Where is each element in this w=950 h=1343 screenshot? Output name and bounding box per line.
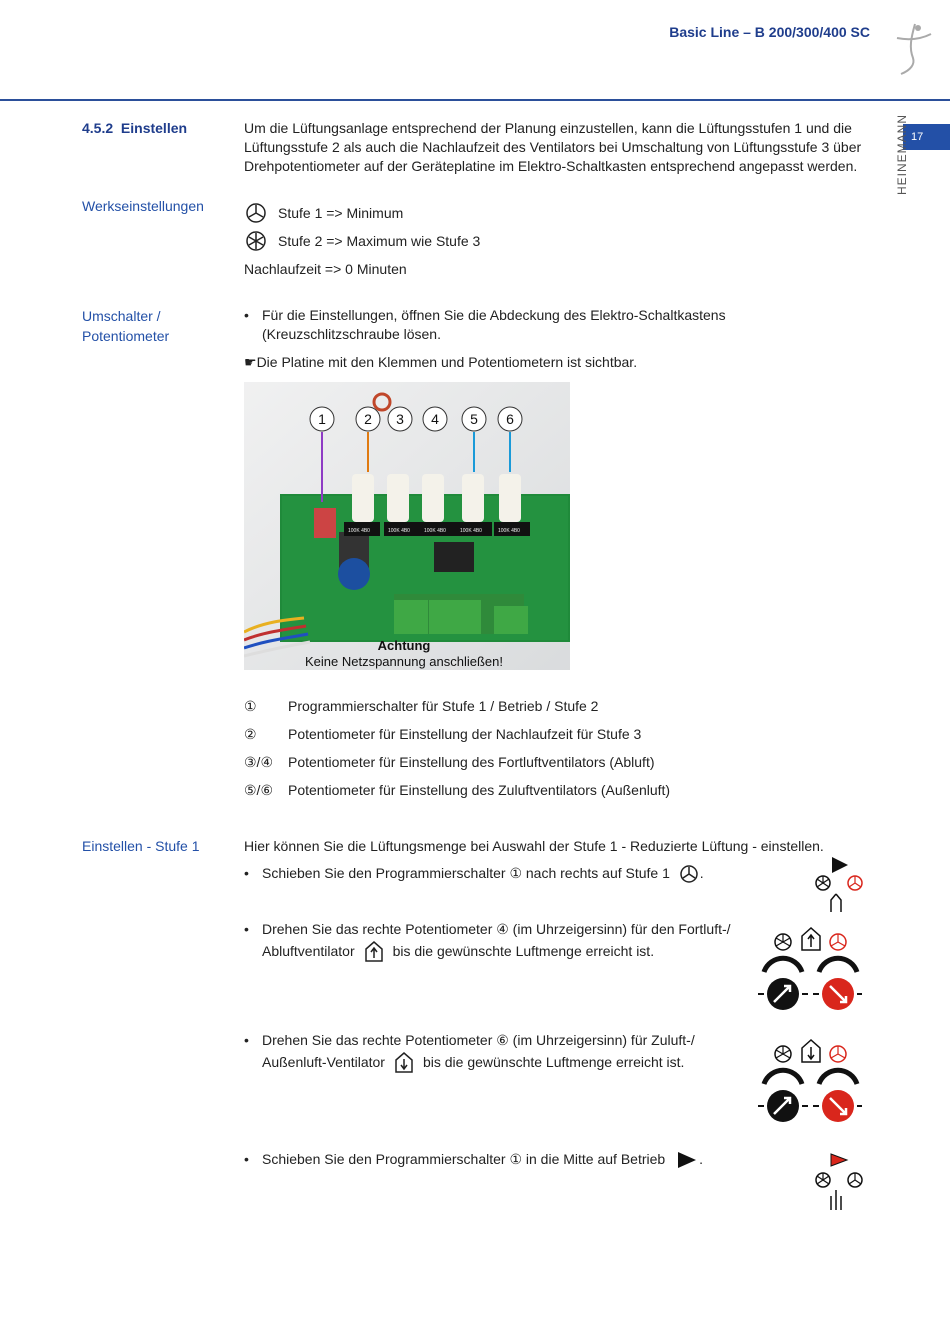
capacitor	[338, 558, 370, 590]
switch-stufe1-diagram	[805, 852, 867, 914]
svg-text:100K 4B0: 100K 4B0	[424, 528, 446, 534]
fan-low-icon	[678, 864, 700, 884]
svg-text:100K 4B0: 100K 4B0	[388, 528, 410, 534]
hand-pointer-icon: ☛	[244, 354, 257, 370]
setting-stufe2: Stufe 2 => Maximum wie Stufe 3	[244, 230, 480, 252]
stufe1-label: Einstellen - Stufe 1	[82, 838, 200, 854]
svg-text:2: 2	[364, 411, 372, 427]
legend-item-2: ② Potentiometer für Einstellung der Nachlaufzeit für Stufe 3	[244, 726, 642, 742]
werkseinstellungen-label: Werkseinstellungen	[82, 198, 204, 214]
page-number-tab: 17	[903, 124, 950, 150]
setting-stufe1: Stufe 1 => Minimum	[244, 202, 403, 224]
svg-text:3: 3	[396, 411, 404, 427]
bullet-pot-4: • Drehen Sie das rechte Potentiometer ④ (im Uhrzeigersinn) für den Fortluft-/ Abluftventilator bis die gewünschte Luftmenge erreicht ist.	[244, 920, 744, 963]
section-intro: Um die Lüftungsanlage entsprechend der Planung einzustellen, kann die Lüftungsstufen 1 und die Lüftungsstufe 2 als auch die Nachlaufzeit des Ventilators bei Umschaltung von Lüftungsstufe 3 über Drehpotentiometer auf der Geräteplatine im Elektro-Schaltkasten entsprechend angepasst werden.	[244, 120, 862, 174]
umschalter-label: Umschalter / Potentiometer	[82, 308, 170, 344]
svg-text:5: 5	[470, 411, 478, 427]
svg-text:4: 4	[431, 411, 439, 427]
svg-text:Achtung: Achtung	[377, 638, 431, 653]
header-rule	[0, 99, 950, 101]
legend-item-1: ① Programmierschalter für Stufe 1 / Betrieb / Stufe 2	[244, 698, 599, 714]
bullet-open-cover: • Für die Einstellungen, öffnen Sie die Abdeckung des Elektro-Schaltkastens (Kreuzschlitzschraube lösen.	[244, 306, 864, 344]
fan-low-icon	[244, 202, 268, 224]
document-title: Basic Line – B 200/300/400 SC	[669, 24, 870, 40]
circuit-board-photo	[244, 382, 570, 670]
svg-text:100K 4B0: 100K 4B0	[498, 528, 520, 534]
switch-betrieb-diagram	[805, 1148, 867, 1212]
section-heading: 4.5.2 Einstellen	[82, 120, 188, 136]
fan-high-icon	[244, 230, 268, 252]
supply-down-icon	[393, 1050, 415, 1074]
svg-text:6: 6	[506, 411, 514, 427]
pot-4-diagram	[752, 922, 864, 1022]
svg-text:Keine Netzspannung anschließen: Keine Netzspannung anschließen!	[304, 654, 504, 669]
bullet-switch-middle: • Schieben Sie den Programmierschalter ① in die Mitte auf Betrieb .	[244, 1150, 724, 1170]
stufe1-intro: Hier können Sie die Lüftungsmenge bei Auswahl der Stufe 1 - Reduzierte Lüftung - einstellen.	[244, 838, 824, 854]
legend-item-5-6: ⑤/⑥ Potentiometer für Einstellung des Zuluftventilators (Außenluft)	[244, 782, 671, 798]
setting-nachlaufzeit: Nachlaufzeit => 0 Minuten	[244, 261, 407, 277]
bullet-switch-right: • Schieben Sie den Programmierschalter ① nach rechts auf Stufe 1 .	[244, 864, 724, 884]
svg-text:100K 4B0: 100K 4B0	[460, 528, 482, 534]
pot-6-diagram	[752, 1034, 864, 1134]
bullet-pot-6: • Drehen Sie das rechte Potentiometer ⑥ (im Uhrzeigersinn) für Zuluft-/ Außenluft-Ventilator bis die gewünschte Luftmenge erreicht ist.	[244, 1031, 744, 1074]
heinemann-logo	[893, 18, 935, 76]
svg-text:1: 1	[318, 411, 326, 427]
legend-item-3-4: ③/④ Potentiometer für Einstellung des Fortluftventilators (Abluft)	[244, 754, 655, 770]
brand-vertical: HEINEMANN	[895, 113, 909, 195]
result-line: ☛ Die Platine mit den Klemmen und Potentiometern ist sichtbar.	[244, 354, 638, 370]
svg-text:100K 4B0: 100K 4B0	[348, 528, 370, 534]
play-betrieb-icon	[675, 1150, 699, 1170]
exhaust-up-icon	[363, 939, 385, 963]
